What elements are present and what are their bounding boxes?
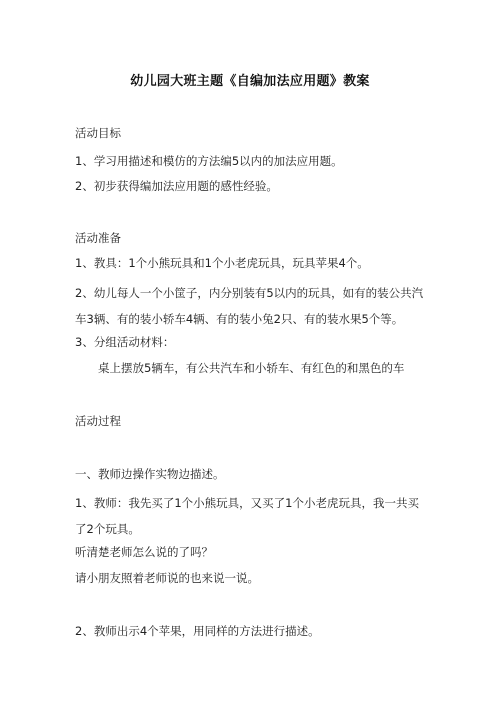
section-heading-goals: 活动目标 (75, 126, 121, 140)
prep-item-3-detail: 桌上摆放5辆车，有公共汽车和小轿车、有红色的和黑色的车 (98, 361, 405, 375)
goal-item-1: 1、学习用描述和模仿的方法编5以内的加法应用题。 (75, 154, 343, 168)
section-heading-process: 活动过程 (75, 414, 121, 428)
prep-item-2: 2、幼儿每人一个小筐子，内分别装有5以内的玩具，如有的装公共汽车3辆、有的装小轿车4辆、有的装小兔2只、有的装水果5个等。 (75, 286, 424, 326)
process-item-1: 1、教师：我先买了1个小熊玩具，又买了1个小老虎玩具，我一共买了2个玩具。 (75, 496, 419, 536)
process-step-1: 一、教师边操作实物边描述。 (75, 467, 225, 481)
process-item-instruction: 请小朋友照着老师说的也来说一说。 (75, 571, 259, 585)
section-heading-prep: 活动准备 (75, 231, 121, 245)
process-item-question: 听清楚老师怎么说的了吗？ (75, 545, 213, 559)
prep-item-3: 3、分组活动材料： (75, 335, 175, 349)
prep-item-1: 1、教具：1个小熊玩具和1个小老虎玩具，玩具苹果4个。 (75, 256, 369, 270)
document-title: 幼儿园大班主题《自编加法应用题》教案 (130, 74, 370, 89)
goal-item-2: 2、初步获得编加法应用题的感性经验。 (75, 179, 278, 193)
process-item-2: 2、教师出示4个苹果，用同样的方法进行描述。 (75, 624, 320, 638)
